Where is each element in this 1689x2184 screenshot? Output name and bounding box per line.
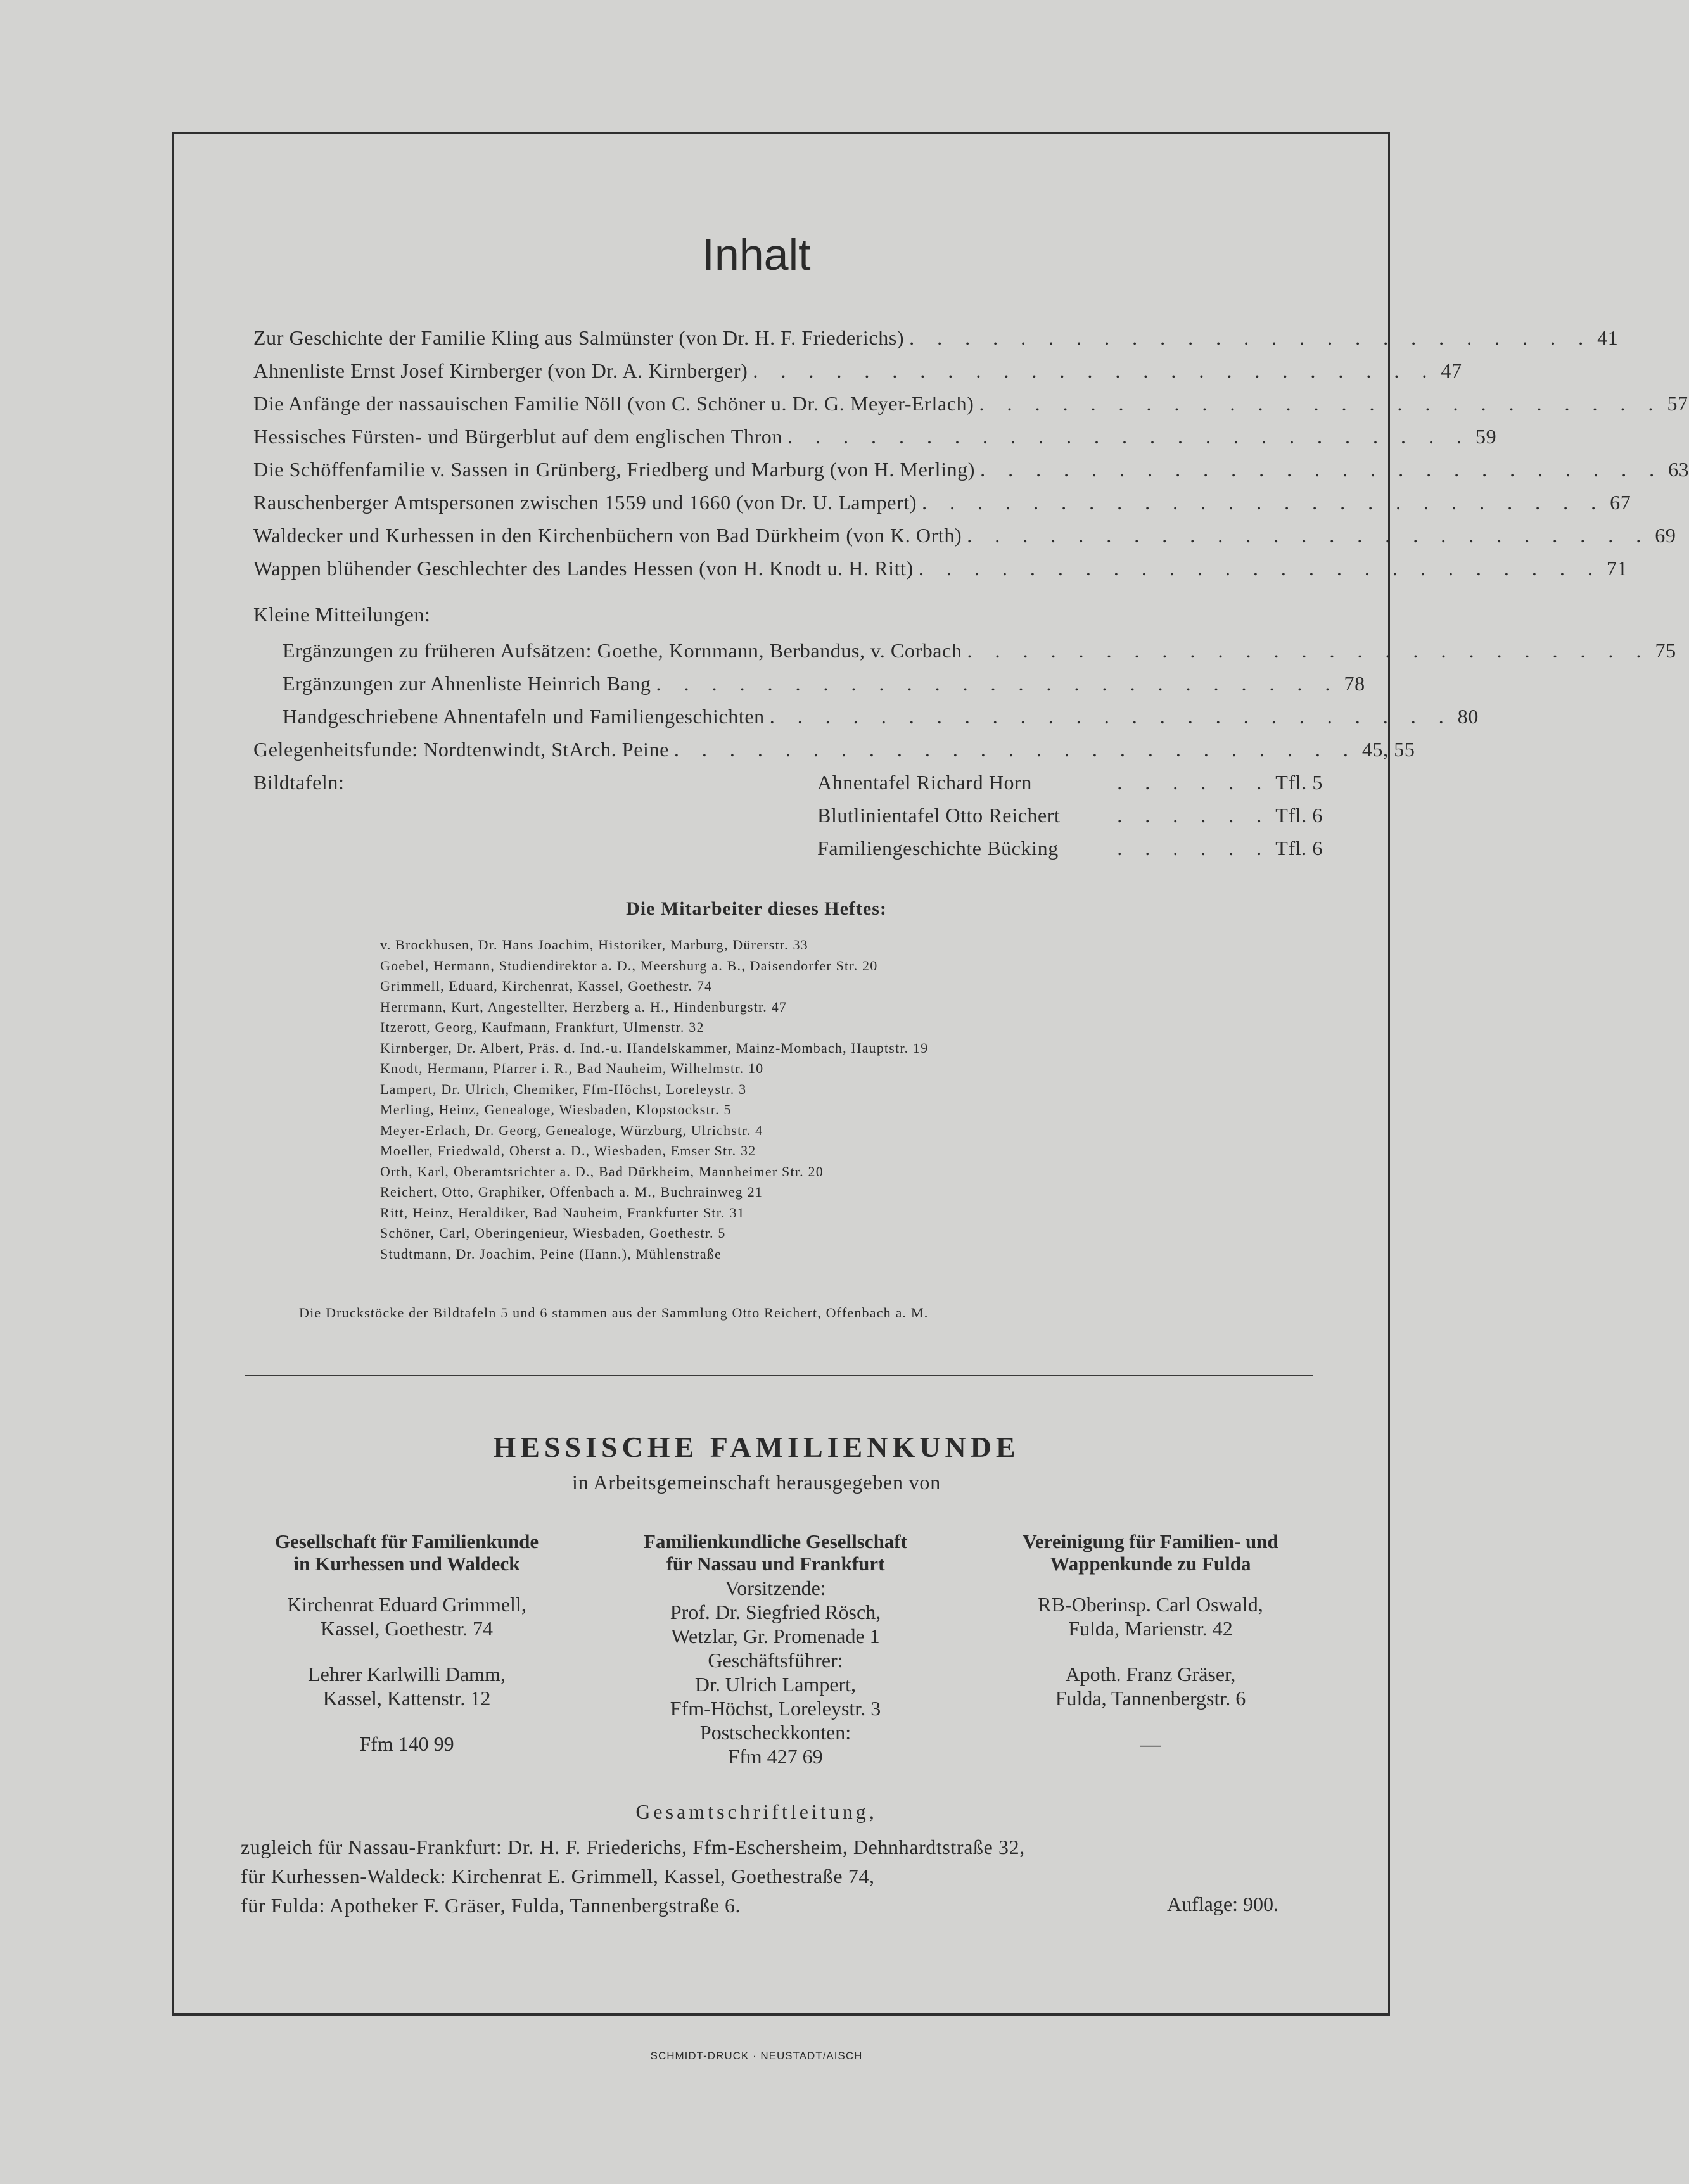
toc-entry-page: 45, 55 <box>1361 738 1415 761</box>
contributor-line: Orth, Karl, Oberamtsrichter a. D., Bad Dürkheim, Mannheimer Str. 20 <box>380 1163 824 1179</box>
printer-imprint: SCHMIDT-DRUCK · NEUSTADT/AISCH <box>650 2050 863 2062</box>
society-contact-line: RB-Oberinsp. Carl Oswald, <box>1038 1593 1263 1616</box>
contributor-line: Reichert, Otto, Graphiker, Offenbach a. M., Buchrainweg 21 <box>380 1184 763 1200</box>
society-contact-line: Ffm-Höchst, Loreleystr. 3 <box>670 1697 881 1720</box>
toc-entry: Ergänzungen zur Ahnenliste Heinrich Bang . . . . . . . . . . . . . . . . . . . . . . . . . 78 <box>283 672 1365 695</box>
section-divider <box>245 1375 1313 1376</box>
toc-entry-title: Ergänzungen zu früheren Aufsätzen: Goethe, Kornmann, Berbandus, v. Corbach <box>283 639 962 662</box>
society-name-line: Vereinigung für Familien- und <box>1023 1530 1278 1552</box>
society-contact-line: Kassel, Goethestr. 74 <box>321 1617 493 1640</box>
society-contact-line: Geschäftsführer: <box>708 1649 843 1672</box>
toc-entry-title: Waldecker und Kurhessen in den Kirchenbüchern von Bad Dürkheim (von K. Orth) <box>253 524 962 547</box>
toc-entry-page: 59 <box>1475 425 1497 448</box>
society-contact-line: Prof. Dr. Siegfried Rösch, <box>670 1601 881 1623</box>
contributor-line: Meyer-Erlach, Dr. Georg, Genealoge, Würzburg, Ulrichstr. 4 <box>380 1122 763 1138</box>
schriftleitung-line: für Fulda: Apotheker F. Gräser, Fulda, Tannenbergstraße 6. <box>241 1894 741 1917</box>
society-account: Ffm 140 99 <box>359 1732 454 1755</box>
publication-title: HESSISCHE FAMILIENKUNDE <box>493 1431 1020 1463</box>
contributor-line: Kirnberger, Dr. Albert, Präs. d. Ind.-u. Handelskammer, Mainz-Mombach, Hauptstr. 19 <box>380 1039 929 1056</box>
contributor-line: Knodt, Hermann, Pfarrer i. R., Bad Nauheim, Wilhelmstr. 10 <box>380 1060 764 1076</box>
toc-entry-page: 47 <box>1441 359 1462 382</box>
toc-entry: Ahnentafel Richard Horn . . . . . . Tfl. 5 <box>817 771 1323 794</box>
contributor-line: Schöner, Carl, Oberingenieur, Wiesbaden, Goethestr. 5 <box>380 1225 726 1241</box>
toc-entry: Zur Geschichte der Familie Kling aus Salmünster (von Dr. H. F. Friederichs) . . . . . . . . . . . . . . . . . . . . . . . . . 41 <box>253 326 1619 349</box>
toc-entry-title: Hessisches Fürsten- und Bürgerblut auf dem englischen Thron <box>253 425 782 448</box>
schriftleitung-line: zugleich für Nassau-Frankfurt: Dr. H. F. Friederichs, Ffm-Eschersheim, Dehnhardtstraße 32, <box>241 1836 1025 1858</box>
toc-entry: Wappen blühender Geschlechter des Landes Hessen (von H. Knodt u. H. Ritt) . . . . . . . . . . . . . . . . . . . . . . . . . 71 <box>253 557 1628 580</box>
toc-entry: Blutlinientafel Otto Reichert . . . . . . Tfl. 6 <box>817 804 1323 827</box>
bildtafeln-label: Bildtafeln: <box>253 771 345 794</box>
kleine-mitteilungen-label: Kleine Mitteilungen: <box>253 603 431 626</box>
society-name-line: Wappenkunde zu Fulda <box>1050 1552 1251 1575</box>
toc-entry-page: Tfl. 6 <box>1275 804 1323 827</box>
contributor-line: Herrmann, Kurt, Angestellter, Herzberg a. H., Hindenburgstr. 47 <box>380 998 787 1015</box>
contributor-line: Grimmell, Eduard, Kirchenrat, Kassel, Goethestr. 74 <box>380 978 713 994</box>
toc-entry-title: Familiengeschichte Bücking <box>817 837 1059 860</box>
society-name-line: für Nassau und Frankfurt <box>666 1552 885 1575</box>
toc-entry-page: 78 <box>1344 672 1365 695</box>
contributor-line: Ritt, Heinz, Heraldiker, Bad Nauheim, Frankfurter Str. 31 <box>380 1204 745 1221</box>
toc-entry: Waldecker und Kurhessen in den Kirchenbüchern von Bad Dürkheim (von K. Orth) . . . . . . . . . . . . . . . . . . . . . . . . . 69 <box>253 524 1676 547</box>
society-column <box>598 1530 953 1768</box>
auflage: Auflage: 900. <box>1167 1893 1278 1915</box>
society-column <box>229 1530 584 1756</box>
toc-entry: Gelegenheitsfunde: Nordtenwindt, StArch. Peine . . . . . . . . . . . . . . . . . . . . . . . . . 45, 55 <box>253 738 1415 761</box>
society-contact-line: Kassel, Kattenstr. 12 <box>322 1687 491 1710</box>
society-contact-line: Dr. Ulrich Lampert, <box>694 1673 857 1696</box>
toc-entry: Die Schöffenfamilie v. Sassen in Grünberg, Friedberg und Marburg (von H. Merling) . . . . . . . . . . . . . . . . . . . . . . . . . 63 <box>253 458 1689 481</box>
contributor-line: Lampert, Dr. Ulrich, Chemiker, Ffm-Höchst, Loreleystr. 3 <box>380 1081 747 1097</box>
toc-entry-title: Die Anfänge der nassauischen Familie Nöll (von C. Schöner u. Dr. G. Meyer-Erlach) <box>253 392 974 415</box>
schriftleitung-line: für Kurhessen-Waldeck: Kirchenrat E. Grimmell, Kassel, Goethestraße 74, <box>241 1865 875 1888</box>
society-account: — <box>1140 1732 1161 1755</box>
toc-entry-page: 71 <box>1606 557 1628 580</box>
toc-entry-title: Blutlinientafel Otto Reichert <box>817 804 1061 827</box>
society-contact-line: Fulda, Tannenbergstr. 6 <box>1055 1687 1246 1710</box>
contributor-line: v. Brockhusen, Dr. Hans Joachim, Historiker, Marburg, Dürerstr. 33 <box>380 937 808 953</box>
society-name-line: in Kurhessen und Waldeck <box>293 1552 520 1575</box>
contributors-list <box>380 935 928 1264</box>
society-contact-line: Lehrer Karlwilli Damm, <box>308 1663 506 1686</box>
toc-entry-page: Tfl. 5 <box>1275 771 1323 794</box>
society-column <box>973 1530 1328 1756</box>
toc-entry-page: 80 <box>1457 705 1479 728</box>
society-contact-line: Kirchenrat Eduard Grimmell, <box>287 1593 526 1616</box>
page-title: Inhalt <box>702 230 811 279</box>
contributor-line: Goebel, Hermann, Studiendirektor a. D., Meersburg a. B., Daisendorfer Str. 20 <box>380 957 878 974</box>
society-contact-line: Apoth. Franz Gräser, <box>1065 1663 1236 1686</box>
society-account: Ffm 427 69 <box>728 1745 823 1768</box>
society-name <box>229 1530 584 1575</box>
toc-entry-page: 67 <box>1610 491 1631 514</box>
toc-entry-title: Ahnenliste Ernst Josef Kirnberger (von Dr. A. Kirnberger) <box>253 359 748 382</box>
toc-entry-title: Wappen blühender Geschlechter des Landes Hessen (von H. Knodt u. H. Ritt) <box>253 557 914 580</box>
toc-entry-page: 57 <box>1667 392 1688 415</box>
toc-entry: Rauschenberger Amtspersonen zwischen 1559 und 1660 (von Dr. U. Lampert) . . . . . . . . . . . . . . . . . . . . . . . . . 67 <box>253 491 1631 514</box>
toc-entry-title: Handgeschriebene Ahnentafeln und Familiengeschichten <box>283 705 765 728</box>
society-contact-line: Wetzlar, Gr. Promenade 1 <box>671 1625 880 1648</box>
toc-entry-page: 75 <box>1655 639 1676 662</box>
contributors-heading: Die Mitarbeiter dieses Heftes: <box>626 898 887 919</box>
toc-entry-page: 63 <box>1668 458 1689 481</box>
society-name <box>973 1530 1328 1575</box>
toc-entry-page: 41 <box>1597 326 1619 349</box>
toc-entry-title: Zur Geschichte der Familie Kling aus Salmünster (von Dr. H. F. Friederichs) <box>253 326 905 349</box>
druckstoecke-note: Die Druckstöcke der Bildtafeln 5 und 6 stammen aus der Sammlung Otto Reichert, Offenbach a. M. <box>299 1305 929 1321</box>
toc-entry-title: Rauschenberger Amtspersonen zwischen 1559 und 1660 (von Dr. U. Lampert) <box>253 491 917 514</box>
contributor-line: Merling, Heinz, Genealoge, Wiesbaden, Klopstockstr. 5 <box>380 1102 732 1117</box>
society-contact-line: Postscheckkonten: <box>699 1721 851 1744</box>
toc-entry: Ergänzungen zu früheren Aufsätzen: Goethe, Kornmann, Berbandus, v. Corbach . . . . . . . . . . . . . . . . . . . . . . . . . 75 <box>283 639 1676 662</box>
contributor-line: Itzerott, Georg, Kaufmann, Frankfurt, Ulmenstr. 32 <box>380 1019 704 1035</box>
society-contact-line: Vorsitzende: <box>725 1577 826 1599</box>
toc-entry-title: Ergänzungen zur Ahnenliste Heinrich Bang <box>283 672 651 695</box>
toc-entry-title: Ahnentafel Richard Horn <box>817 771 1033 794</box>
toc-entry: Ahnenliste Ernst Josef Kirnberger (von Dr. A. Kirnberger) . . . . . . . . . . . . . . . . . . . . . . . . . 47 <box>253 359 1462 382</box>
society-name-line: Familienkundliche Gesellschaft <box>644 1530 907 1552</box>
society-name-line: Gesellschaft für Familienkunde <box>274 1530 539 1552</box>
toc-entry-title: Die Schöffenfamilie v. Sassen in Grünberg, Friedberg und Marburg (von H. Merling) <box>253 458 976 481</box>
toc-entry-page: 69 <box>1655 524 1676 547</box>
schriftleitung-heading: Gesamtschriftleitung, <box>635 1800 877 1823</box>
society-contact-line: Fulda, Marienstr. 42 <box>1068 1617 1233 1640</box>
toc-entry: Familiengeschichte Bücking . . . . . . Tfl. 6 <box>817 837 1323 860</box>
publication-subtitle: in Arbeitsgemeinschaft herausgegeben von <box>571 1471 941 1494</box>
contributor-line: Moeller, Friedwald, Oberst a. D., Wiesbaden, Emser Str. 32 <box>380 1143 756 1159</box>
toc-entry: Handgeschriebene Ahnentafeln und Familiengeschichten . . . . . . . . . . . . . . . . . . . . . . . . . 80 <box>283 705 1479 728</box>
contributor-line: Studtmann, Dr. Joachim, Peine (Hann.), Mühlenstraße <box>380 1245 722 1262</box>
society-name <box>598 1530 953 1575</box>
toc-entry-page: Tfl. 6 <box>1275 837 1323 860</box>
toc-entry: Die Anfänge der nassauischen Familie Nöll (von C. Schöner u. Dr. G. Meyer-Erlach) . . . . . . . . . . . . . . . . . . . . . . . . . 57 <box>253 392 1688 415</box>
toc-entry: Hessisches Fürsten- und Bürgerblut auf dem englischen Thron . . . . . . . . . . . . . . . . . . . . . . . . . 59 <box>253 425 1497 448</box>
toc-entry-title: Gelegenheitsfunde: Nordtenwindt, StArch. Peine <box>253 738 669 761</box>
